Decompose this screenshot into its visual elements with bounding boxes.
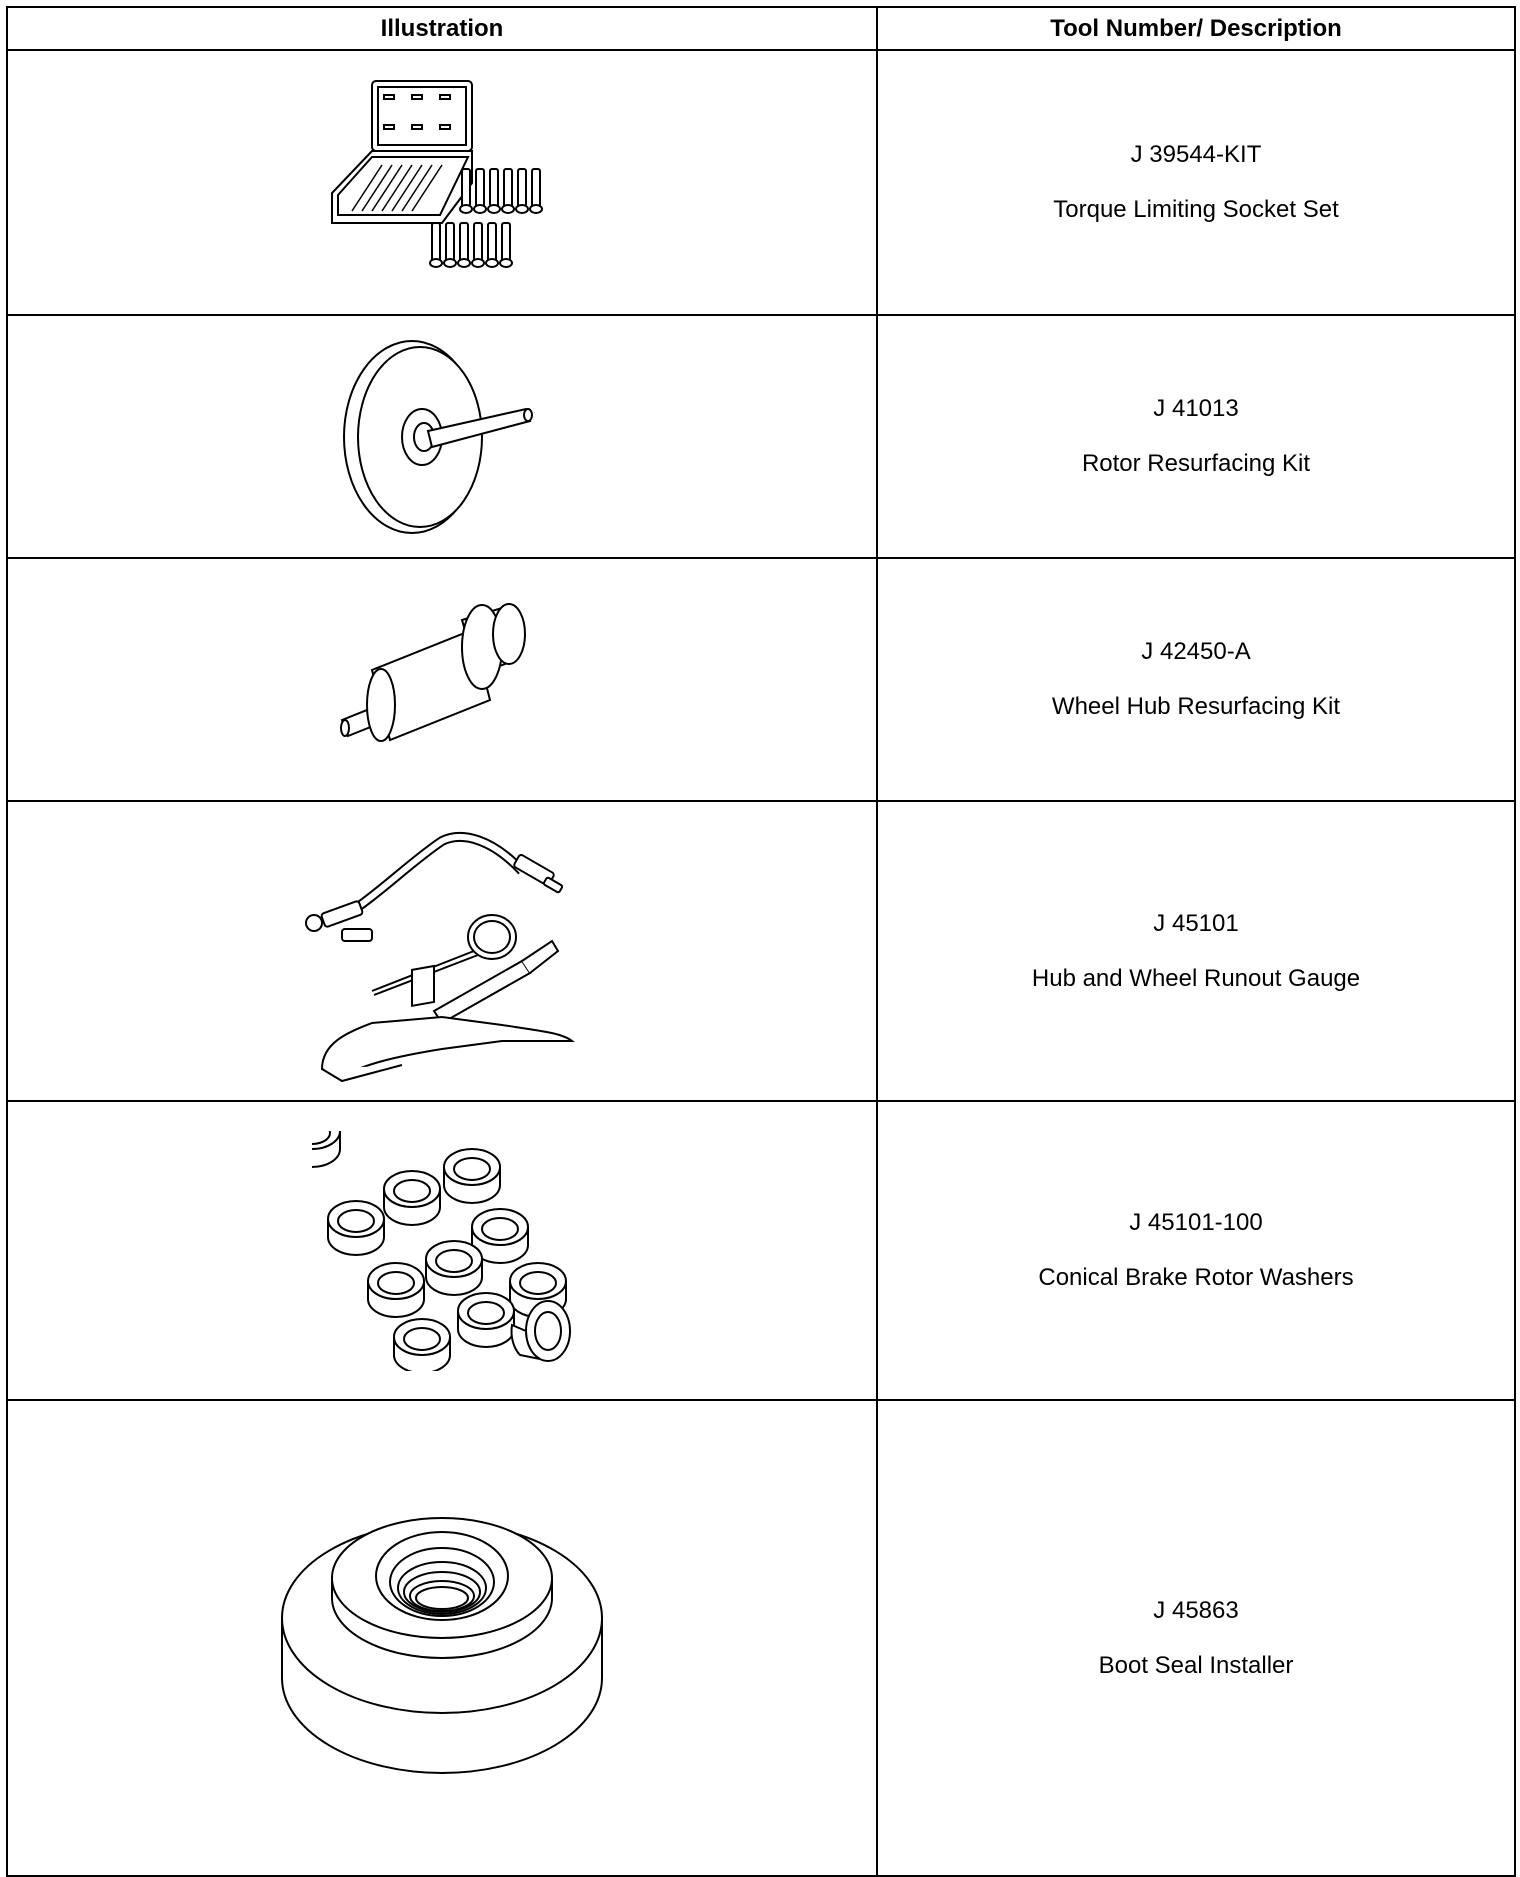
tool-description: Torque Limiting Socket Set [1053, 196, 1339, 223]
illustration-cell [7, 1400, 877, 1876]
table-row [7, 315, 1515, 558]
tool-number: J 39544-KIT [1130, 141, 1262, 168]
table-row [7, 558, 1515, 801]
tool-number: J 42450-A [1141, 638, 1251, 665]
illustration-cell [7, 1101, 877, 1400]
description-cell [877, 315, 1515, 558]
boot-seal-installer-icon [272, 1498, 612, 1778]
runout-gauge-icon [292, 811, 592, 1091]
table-row [7, 1400, 1515, 1876]
tool-description: Conical Brake Rotor Washers [1038, 1264, 1354, 1291]
description-cell [877, 801, 1515, 1101]
table-row [7, 1101, 1515, 1400]
illustration-cell [7, 801, 877, 1101]
hub-resurfacing-icon [332, 600, 552, 760]
socket-set-icon [312, 73, 572, 293]
description-cell [877, 558, 1515, 801]
tool-number: J 41013 [1153, 395, 1239, 422]
description-cell [877, 1400, 1515, 1876]
tool-number: J 45101-100 [1129, 1209, 1263, 1236]
tool-description: Hub and Wheel Runout Gauge [1031, 964, 1361, 992]
description-cell [877, 1101, 1515, 1400]
rotor-washers-icon [312, 1131, 572, 1371]
tool-description: Rotor Resurfacing Kit [1081, 450, 1311, 477]
illustration-cell [7, 315, 877, 558]
description-cell [877, 50, 1515, 315]
header-illustration: Illustration [7, 7, 877, 50]
table-row [7, 50, 1515, 315]
tool-number: J 45101 [1153, 909, 1239, 937]
table-row [7, 801, 1515, 1101]
illustration-cell [7, 50, 877, 315]
tool-description: Wheel Hub Resurfacing Kit [1051, 693, 1341, 720]
header-row [7, 7, 1515, 50]
illustration-cell [7, 558, 877, 801]
header-tool-description: Tool Number/ Description [877, 7, 1515, 50]
rotor-resurfacing-icon [332, 337, 552, 537]
tool-number: J 45863 [1153, 1596, 1239, 1624]
special-tools-table [6, 6, 1516, 1877]
tool-description: Boot Seal Installer [1098, 1651, 1294, 1679]
